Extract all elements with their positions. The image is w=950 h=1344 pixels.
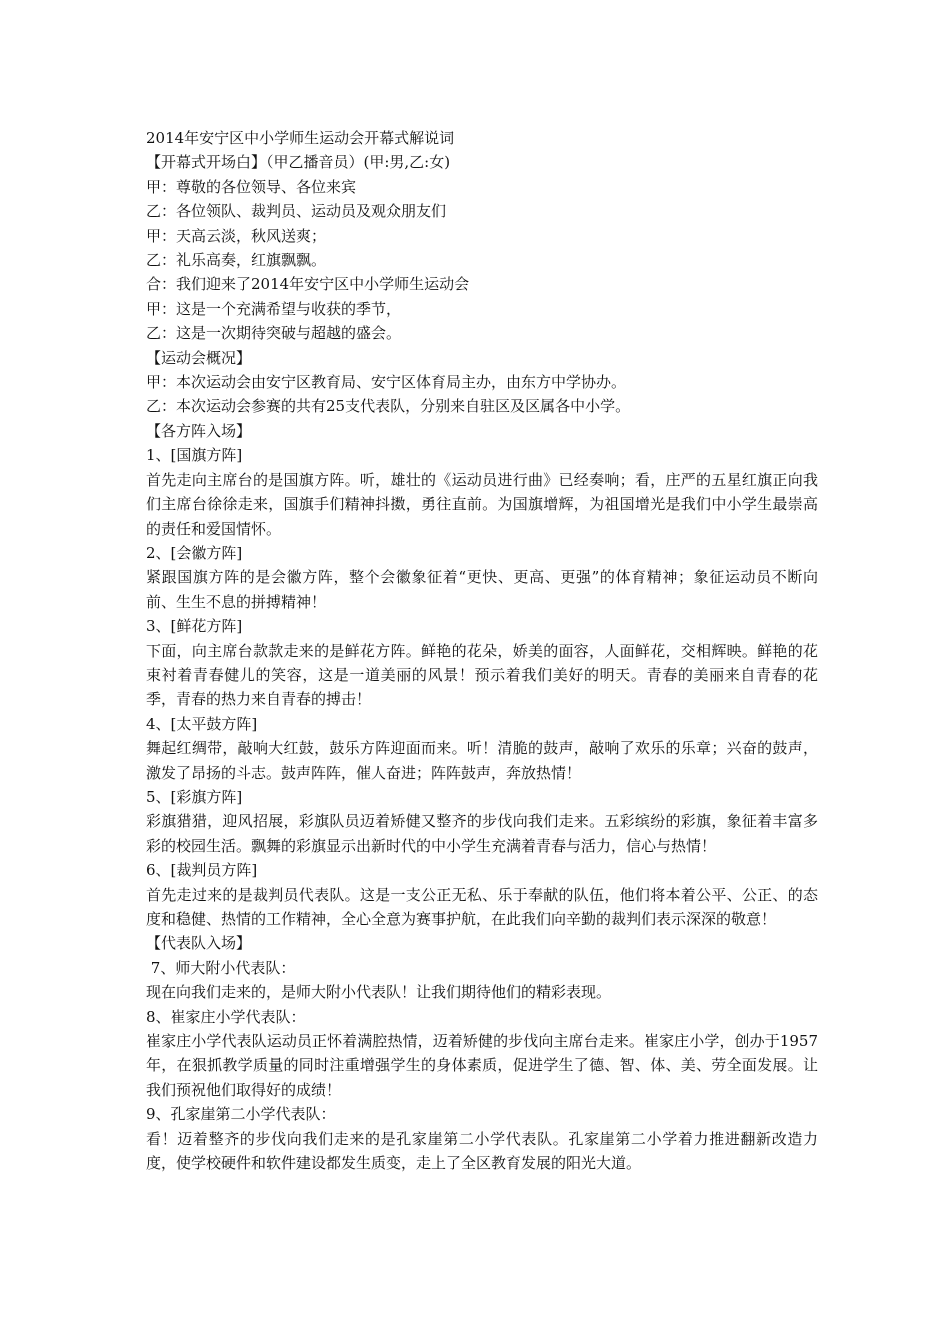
text-line: 乙：礼乐高奏，红旗飘飘。 (146, 251, 327, 270)
text-line: 7、师大附小代表队： (146, 958, 296, 977)
paragraph: 彩旗猎猎，迎风招展，彩旗队员迈着矫健又整齐的步伐向我们走来。五彩缤纷的彩旗，象征着丰富多彩的校园生活。飘舞的彩旗显示出新时代的中小学生充满着青春与活力，信心与热情！ (146, 812, 818, 855)
paragraph: 下面，向主席台款款走来的是鲜花方阵。鲜艳的花朵，娇美的面容，人面鲜花，交相辉映。鲜艳的花束衬着青春健儿的笑容，这是一道美丽的风景！预示着我们美好的明天。青春的美丽来自青春的花季，青春的热力来自青春的搏击！ (146, 641, 818, 709)
text-line: 甲：本次运动会由安宁区教育局、安宁区体育局主办，由东方中学协办。 (146, 373, 627, 392)
text-line: 乙：各位领队、裁判员、运动员及观众朋友们 (146, 202, 447, 221)
text-line: 【运动会概况】 (146, 348, 252, 367)
paragraph: 紧跟国旗方阵的是会徽方阵，整个会徽象征着“更快、更高、更强”的体育精神；象征运动员不断向前、生生不息的拼搏精神！ (146, 568, 818, 611)
paragraph: 首先走过来的是裁判员代表队。这是一支公正无私、乐于奉献的队伍，他们将本着公平、公正、的态度和稳健、热情的工作精神，全心全意为赛事护航，在此我们向辛勤的裁判们表示深深的敬意！ (146, 885, 818, 928)
text-line: 6、[裁判员方阵] (146, 861, 258, 880)
text-line: 【开幕式开场白】（甲乙播音员）(甲:男,乙:女) (146, 153, 451, 172)
text-line: 甲：这是一个充满希望与收获的季节， (146, 299, 402, 318)
text-line: 【代表队入场】 (146, 934, 252, 953)
text-line: 2、[会徽方阵] (146, 543, 243, 562)
text-line: 合：我们迎来了2014年安宁区中小学师生运动会 (146, 275, 470, 294)
document-blocks (146, 150, 818, 1175)
document-title: 2014年安宁区中小学师生运动会开幕式解说词 (146, 129, 455, 147)
paragraph: 崔家庄小学代表队运动员正怀着满腔热情，迈着矫健的步伐向主席台走来。崔家庄小学，创办于1957年，在狠抓教学质量的同时注重增强学生的身体素质，促进学生了德、智、体、美、劳全面发展。让我们预祝他们取得好的成绩！ (146, 1032, 818, 1099)
text-line: 1、[国旗方阵] (146, 446, 243, 465)
text-line: 甲：天高云淡，秋风送爽； (146, 226, 327, 245)
document-body (146, 126, 818, 1175)
text-line: 9、孔家崖第二小学代表队： (146, 1105, 336, 1124)
text-line: 3、[鲜花方阵] (146, 617, 243, 636)
paragraph: 首先走向主席台的是国旗方阵。听，雄壮的《运动员进行曲》已经奏响；看，庄严的五星红旗正向我们主席台徐徐走来，国旗手们精神抖擞，勇往直前。为国旗增辉，为祖国增光是我们中小学生最崇高的责任和爱国情怀。 (146, 470, 818, 538)
text-line: 【各方阵入场】 (146, 421, 252, 440)
text-line: 甲：尊敬的各位领导、各位来宾 (146, 177, 357, 196)
text-line: 5、[彩旗方阵] (146, 787, 243, 806)
paragraph: 看！迈着整齐的步伐向我们走来的是孔家崖第二小学代表队。孔家崖第二小学着力推进翻新改造力度，使学校硬件和软件建设都发生质变，走上了全区教育发展的阳光大道。 (146, 1129, 818, 1173)
text-line: 4、[太平鼓方阵] (146, 714, 258, 733)
text-line: 现在向我们走来的，是师大附小代表队！让我们期待他们的精彩表现。 (146, 983, 612, 1002)
paragraph: 舞起红绸带，敲响大红鼓，鼓乐方阵迎面而来。听！清脆的鼓声，敲响了欢乐的乐章；兴奋的鼓声，激发了昂扬的斗志。鼓声阵阵，催人奋进；阵阵鼓声，奔放热情！ (146, 739, 818, 782)
text-line: 乙：本次运动会参赛的共有25支代表队，分别来自驻区及区属各中小学。 (146, 397, 631, 416)
text-line: 乙：这是一次期待突破与超越的盛会。 (146, 324, 402, 343)
text-line: 8、崔家庄小学代表队： (146, 1007, 306, 1026)
